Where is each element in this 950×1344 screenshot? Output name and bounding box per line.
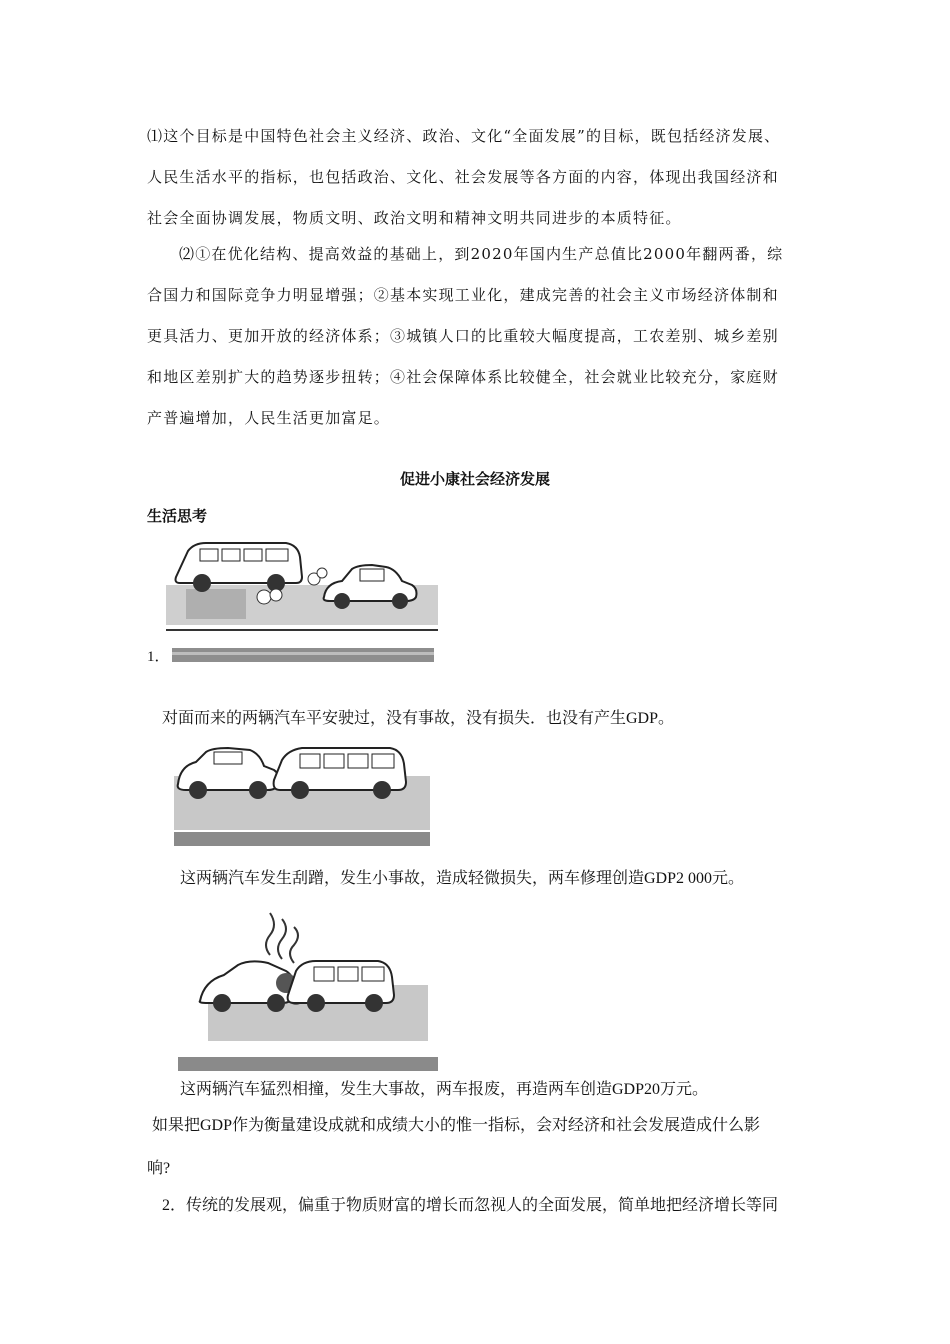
section-subtitle: 生活思考 <box>147 507 208 525</box>
illustration-cars-scrape <box>174 738 430 848</box>
caption-scene-3: 这两辆汽车猛烈相撞，发生大事故，两车报废，再造两车创造GDP20万元。 <box>180 1081 709 1098</box>
road-strip <box>172 648 434 662</box>
text-line: 更具活力、更加开放的经济体系；③城镇人口的比重较大幅度提高，工农差别、城乡差别 <box>147 327 779 345</box>
question-line: 响? <box>147 1160 171 1177</box>
item-2-line: 2．传统的发展观，偏重于物质财富的增长而忽视人的全面发展，简单地把经济增长等同 <box>162 1197 779 1214</box>
text-line: 社会全面协调发展，物质文明、政治文明和精神文明共同进步的本质特征。 <box>147 209 682 227</box>
text-line: 和地区差别扩大的趋势逐步扭转；④社会保障体系比较健全，社会就业比较充分，家庭财 <box>147 368 779 386</box>
paragraph-goal-description <box>147 116 817 239</box>
item-number: 1． <box>147 649 170 665</box>
section-title: 促进小康社会经济发展 <box>399 470 550 488</box>
caption-scene-1: 对面而来的两辆汽车平安驶过，没有事故，没有损失．也没有产生GDP。 <box>162 710 675 727</box>
text-line: ⑵①在优化结构、提高效益的基础上，到2020年国内生产总值比2000年翻两番，综 <box>179 245 784 263</box>
text-line: ⑴这个目标是中国特色社会主义经济、政治、文化“全面发展”的目标，既包括经济发展、 <box>147 127 781 145</box>
caption-scene-2: 这两辆汽车发生刮蹭，发生小事故，造成轻微损失，两车修理创造GDP2 000元。 <box>180 870 745 887</box>
text-line: 产普遍增加，人民生活更加富足。 <box>147 409 391 427</box>
paragraph-goal-details <box>147 234 817 439</box>
question-line: 如果把GDP作为衡量建设成就和成绩大小的惟一指标，会对经济和社会发展造成什么影 <box>152 1117 761 1134</box>
illustration-cars-crash <box>178 905 438 1073</box>
text-line: 合国力和国际竞争力明显增强；②基本实现工业化，建成完善的社会主义市场经济体制和 <box>147 286 779 304</box>
text-line: 人民生活水平的指标，也包括政治、文化、社会发展等各方面的内容，体现出我国经济和 <box>147 168 779 186</box>
